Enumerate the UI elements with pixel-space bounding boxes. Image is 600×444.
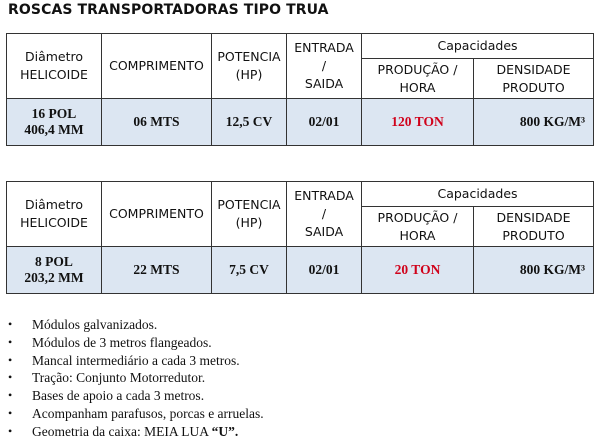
- list-item: • Acompanham parafusos, porcas e arruelas.: [8, 405, 264, 421]
- table-row: [7, 247, 594, 294]
- header-entrada-saida: ENTRADA / SAIDA: [287, 34, 362, 99]
- header-potencia: POTENCIA (HP): [212, 182, 287, 247]
- list-item: • Mancal intermediário a cada 3 metros.: [8, 352, 240, 368]
- header-entrada-saida: ENTRADA / SAIDA: [287, 182, 362, 247]
- cell-densidade: 800 KG/M³: [474, 99, 594, 146]
- bullet-icon: •: [8, 370, 13, 385]
- bullet-icon: •: [8, 334, 13, 349]
- bullet-icon: •: [8, 388, 13, 403]
- cell-diametro: 8 POL 203,2 MM: [7, 247, 102, 294]
- cell-diametro: 16 POL 406,4 MM: [7, 99, 102, 146]
- cell-comprimento: 22 MTS: [102, 247, 212, 294]
- spec-table-2: [6, 181, 594, 294]
- cell-entrada-saida: 02/01: [287, 99, 362, 146]
- list-item: • Tração: Conjunto Motorredutor.: [8, 370, 206, 386]
- list-item: • Módulos de 3 metros flangeados.: [8, 334, 212, 350]
- page-title: ROSCAS TRANSPORTADORAS TIPO TRUA: [8, 2, 329, 18]
- table-row: [7, 99, 594, 146]
- cell-entrada-saida: 02/01: [287, 247, 362, 294]
- bullet-icon: •: [8, 405, 13, 420]
- header-producao: PRODUÇÃO / HORA: [362, 207, 474, 247]
- header-densidade: DENSIDADE PRODUTO: [474, 59, 594, 99]
- header-capacidades: Capacidades: [362, 34, 594, 59]
- cell-producao: 20 TON: [362, 247, 474, 294]
- notes-list: [4, 316, 264, 441]
- cell-densidade: 800 KG/M³: [474, 247, 594, 294]
- header-comprimento: COMPRIMENTO: [102, 34, 212, 99]
- bullet-icon: •: [8, 317, 13, 331]
- header-diametro: Diâmetro HELICOIDE: [7, 34, 102, 99]
- header-potencia: POTENCIA (HP): [212, 34, 287, 99]
- header-producao: PRODUÇÃO / HORA: [362, 59, 474, 99]
- header-comprimento: COMPRIMENTO: [102, 182, 212, 247]
- cell-comprimento: 06 MTS: [102, 99, 212, 146]
- list-item: • Geometria da caixa: MEIA LUA “U”.: [8, 423, 239, 439]
- cell-potencia: 12,5 CV: [212, 99, 287, 146]
- bullet-icon: •: [8, 352, 13, 367]
- cell-producao: 120 TON: [362, 99, 474, 146]
- list-item: • Módulos galvanizados.: [8, 317, 158, 332]
- bullet-icon: •: [8, 423, 13, 438]
- list-item: • Bases de apoio a cada 3 metros.: [8, 388, 205, 404]
- header-capacidades: Capacidades: [362, 182, 594, 207]
- cell-potencia: 7,5 CV: [212, 247, 287, 294]
- spec-table-1: [6, 33, 594, 146]
- header-diametro: Diâmetro HELICOIDE: [7, 182, 102, 247]
- header-densidade: DENSIDADE PRODUTO: [474, 207, 594, 247]
